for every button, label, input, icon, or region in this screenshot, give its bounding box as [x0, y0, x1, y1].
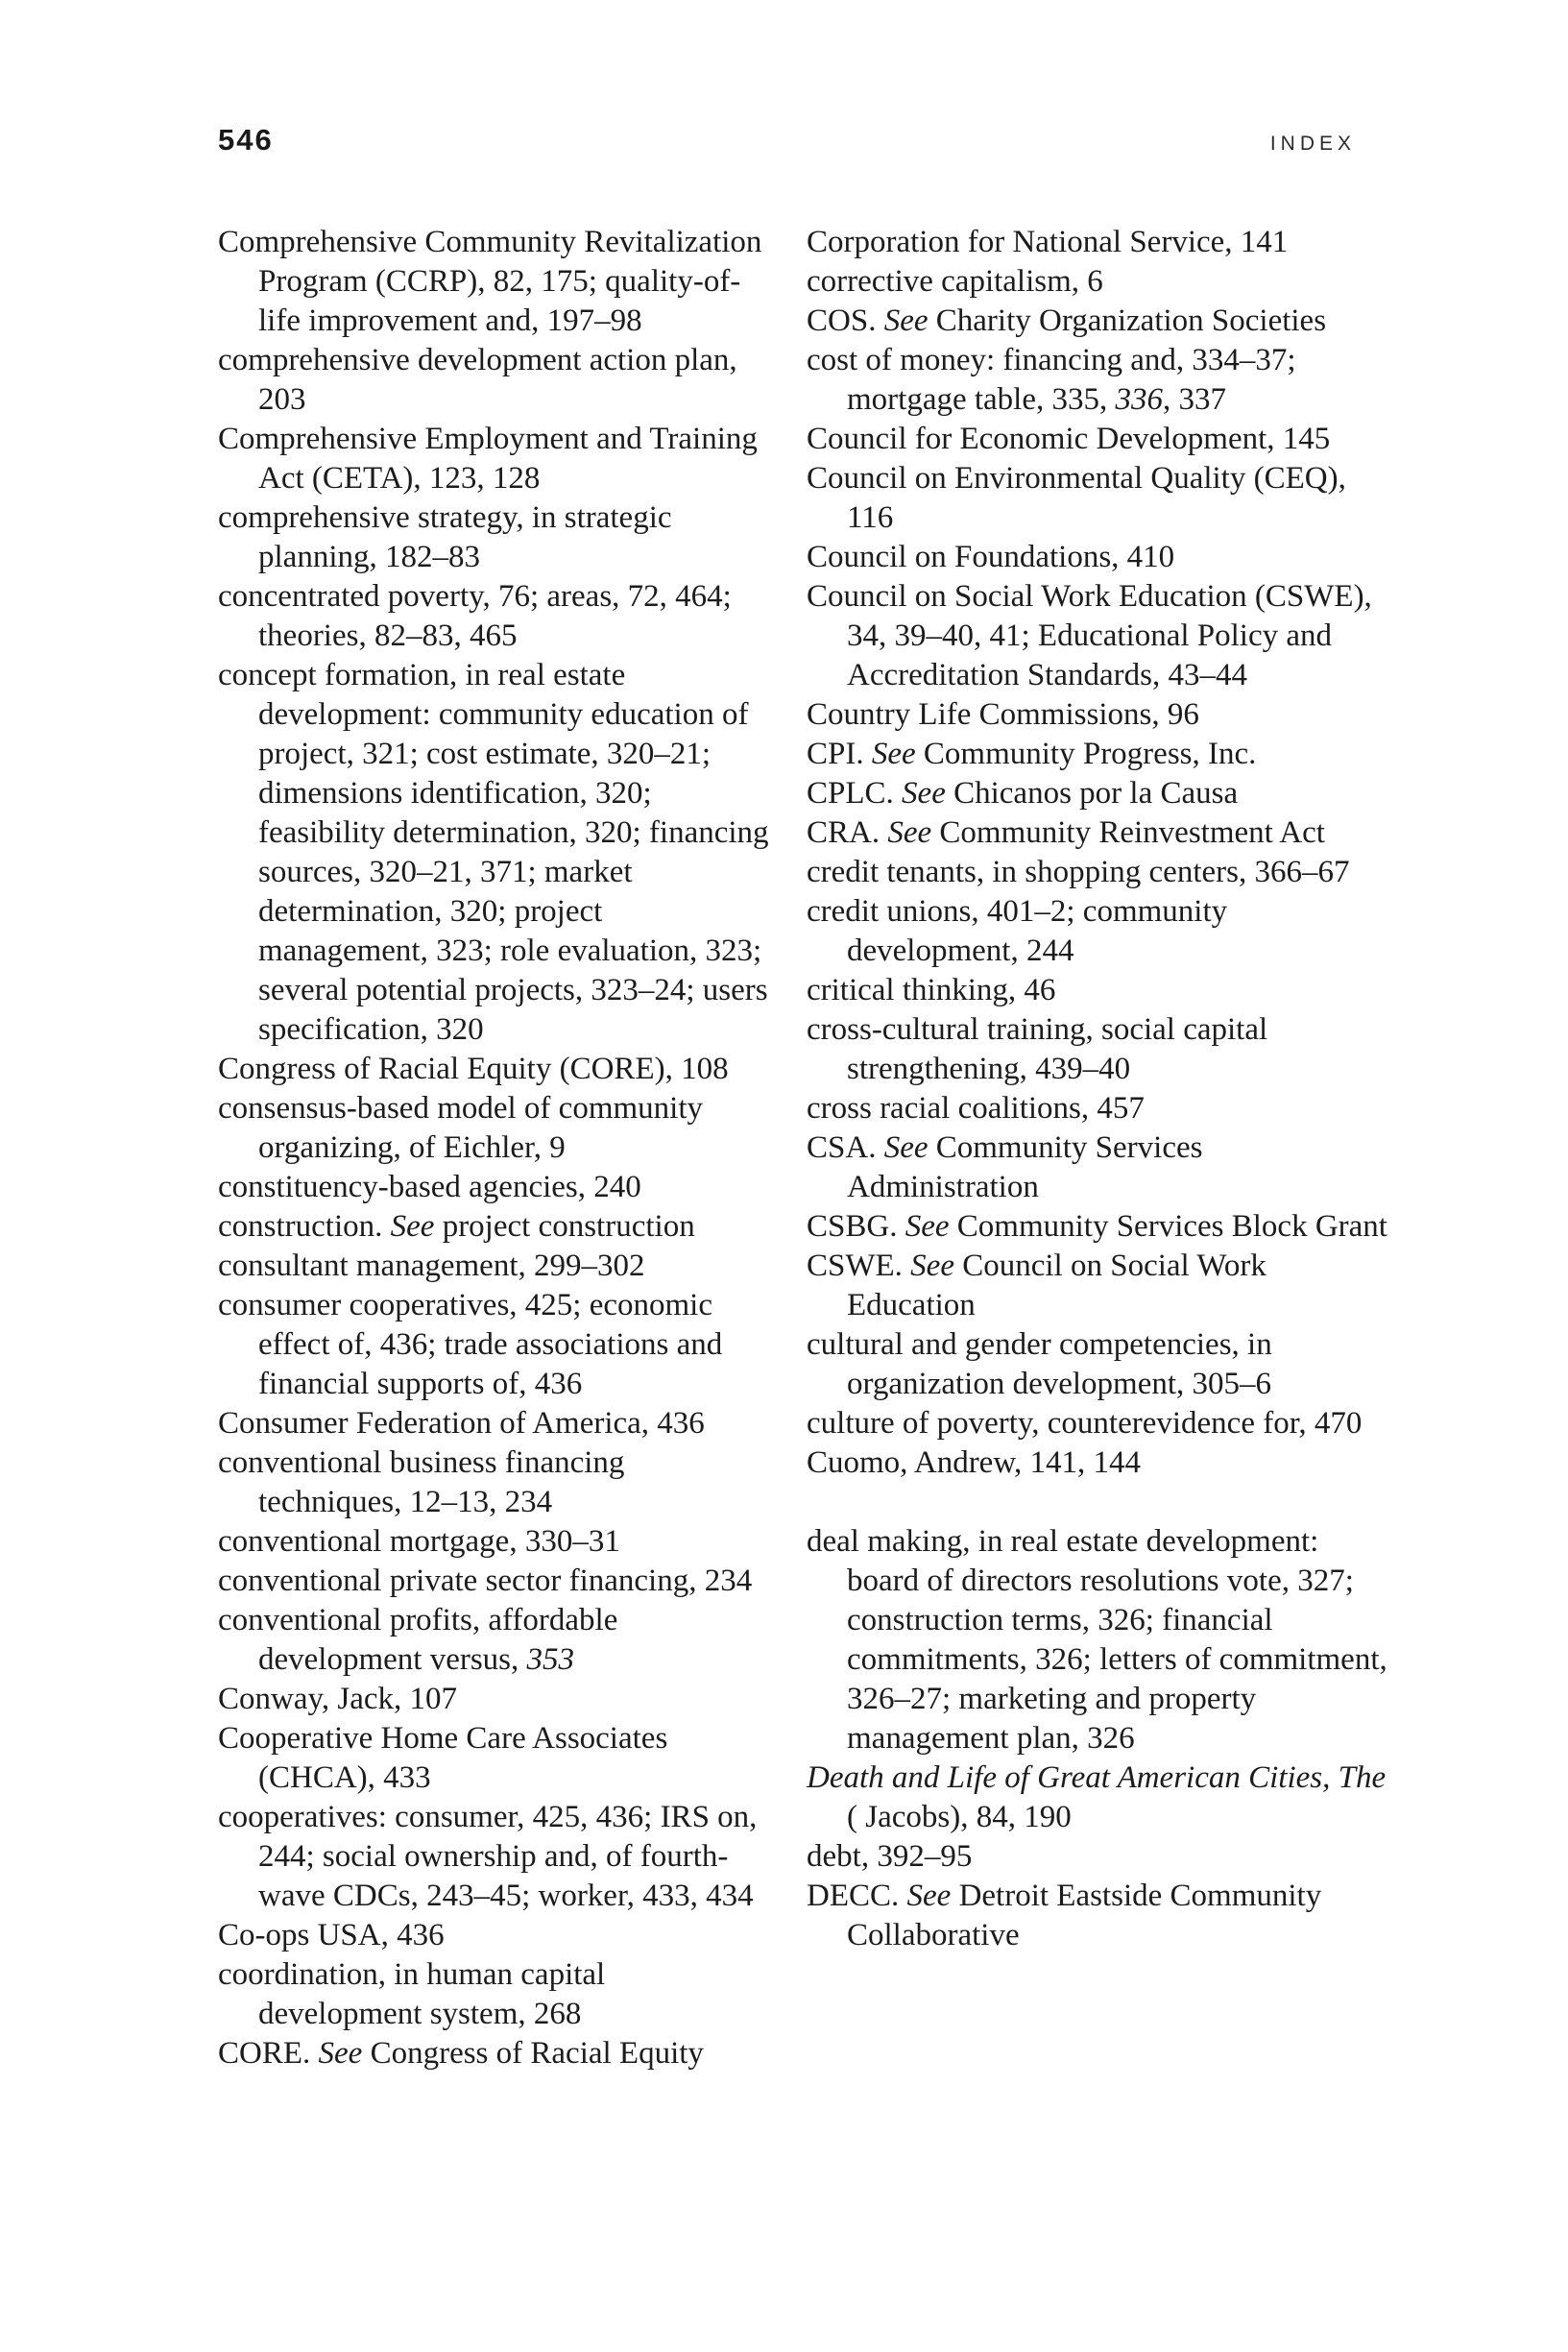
- index-entry-text: comprehensive strategy, in strategic planning, 182–83: [218, 500, 672, 574]
- index-entry-text: credit tenants, in shopping centers, 366–67: [807, 855, 1350, 889]
- index-entry-text: debt, 392–95: [807, 1839, 973, 1874]
- index-entry-italic-text: See: [390, 1209, 435, 1244]
- index-entry-text: Congress of Racial Equity (CORE), 108: [218, 1052, 729, 1086]
- index-entry: [218, 1601, 775, 1680]
- index-entry-text: Congress of Racial Equity: [362, 2036, 704, 2071]
- index-entry-text: deal making, in real estate development: board of directors resolutions vote, 327; construction terms, 326; financial commitments, 326; letters of commitment, 326–27; marketing and property management plan, 326: [807, 1524, 1387, 1756]
- index-entry-text: critical thinking, 46: [807, 973, 1056, 1007]
- index-entry: [218, 1404, 775, 1443]
- index-entry-text: Council for Economic Development, 145: [807, 422, 1331, 456]
- index-entry: [218, 1680, 775, 1719]
- index-entry-text: project construction: [434, 1209, 695, 1244]
- index-entry: [218, 1207, 775, 1247]
- index-entry-text: CSBG.: [807, 1209, 905, 1244]
- index-entry: [218, 341, 775, 420]
- index-entry: [807, 695, 1389, 735]
- index-entry: [218, 498, 775, 577]
- index-entry-text: Community Reinvestment Act: [931, 815, 1325, 850]
- index-entry-text: conventional private sector financing, 234: [218, 1564, 753, 1598]
- index-entry: [807, 1247, 1389, 1325]
- index-entry-text: Conway, Jack, 107: [218, 1682, 457, 1716]
- index-entry: [218, 1719, 775, 1798]
- index-entry: [807, 1877, 1389, 1955]
- index-entry-text: Community Services Administration: [847, 1130, 1203, 1204]
- index-entry: [218, 1798, 775, 1916]
- index-entry: [807, 1758, 1389, 1837]
- index-entry-text: Consumer Federation of America, 436: [218, 1406, 705, 1441]
- index-entry-text: culture of poverty, counterevidence for, 470: [807, 1406, 1363, 1441]
- index-entry-text: Community Progress, Inc.: [915, 737, 1257, 771]
- running-header: [218, 123, 1356, 158]
- index-entry-text: , 337: [1163, 382, 1227, 417]
- index-entry: [807, 420, 1389, 459]
- index-entry-text: comprehensive development action plan, 203: [218, 343, 737, 417]
- index-entry: [807, 971, 1389, 1010]
- index-entry: [807, 302, 1389, 341]
- index-entry: [807, 538, 1389, 577]
- index-entry: [218, 1443, 775, 1522]
- index-entry-text: CPI.: [807, 737, 872, 771]
- index-entry-text: CSWE.: [807, 1249, 911, 1283]
- index-entry-text: Council on Social Work Education (CSWE), 34, 39–40, 41; Educational Policy and Accreditation Standards, 43–44: [807, 579, 1372, 692]
- index-entry: [218, 577, 775, 656]
- running-head-title: INDEX: [1269, 133, 1356, 155]
- index-entry-text: Co-ops USA, 436: [218, 1918, 445, 1952]
- index-entry-text: CSA.: [807, 1130, 884, 1165]
- index-entry: [218, 1089, 775, 1168]
- index-entry: [218, 1168, 775, 1207]
- index-entry-text: construction.: [218, 1209, 391, 1244]
- index-entry: [807, 892, 1389, 971]
- index-entry-text: Cooperative Home Care Associates (CHCA), 433: [218, 1721, 668, 1795]
- index-entry: [218, 420, 775, 498]
- index-entry: [807, 853, 1389, 892]
- index-entry-text: concentrated poverty, 76; areas, 72, 464; theories, 82–83, 465: [218, 579, 732, 653]
- index-entry-text: cultural and gender competencies, in organization development, 305–6: [807, 1327, 1272, 1401]
- index-entry: [218, 1562, 775, 1601]
- index-entry: [807, 1522, 1389, 1758]
- index-entry-text: consumer cooperatives, 425; economic effect of, 436; trade associations and financial supports of, 436: [218, 1288, 723, 1401]
- index-entry-text: conventional mortgage, 330–31: [218, 1524, 620, 1559]
- index-entry: [218, 2034, 775, 2073]
- index-entry: [807, 1010, 1389, 1089]
- index-entry-text: cross-cultural training, social capital strengthening, 439–40: [807, 1012, 1268, 1086]
- index-entry: [807, 735, 1389, 774]
- index-entry-italic-text: See: [318, 2036, 363, 2071]
- index-entry-text: cooperatives: consumer, 425, 436; IRS on, 244; social ownership and, of fourth-wave CDCs, 243–45; worker, 433, 434: [218, 1800, 758, 1913]
- index-entry-text: credit unions, 401–2; community development, 244: [807, 894, 1228, 968]
- index-entry-text: CORE.: [218, 2036, 319, 2071]
- index-entry-text: Charity Organization Societies: [928, 303, 1327, 338]
- index-entry: [807, 813, 1389, 853]
- index-entry-italic-text: 336: [1115, 382, 1164, 417]
- index-entry-text: consultant management, 299–302: [218, 1249, 645, 1283]
- index-entry-text: Cuomo, Andrew, 141, 144: [807, 1445, 1142, 1480]
- index-entry: [807, 1443, 1389, 1483]
- index-entry-italic-text: See: [910, 1249, 954, 1283]
- index-entry: [218, 1522, 775, 1562]
- index-column-left: [218, 223, 775, 2073]
- index-entry-text: corrective capitalism, 6: [807, 264, 1103, 299]
- index-entry: [218, 1916, 775, 1955]
- index-entry-text: CRA.: [807, 815, 888, 850]
- index-entry-text: DECC.: [807, 1879, 907, 1913]
- index-entry: [807, 1207, 1389, 1247]
- index-entry-text: Detroit Eastside Community Collaborative: [847, 1879, 1322, 1952]
- index-entry-text: Chicanos por la Causa: [945, 776, 1239, 811]
- index-entry-text: Country Life Commissions, 96: [807, 697, 1199, 732]
- index-entry-italic-text: See: [906, 1879, 952, 1913]
- index-entry-text: Council on Environmental Quality (CEQ), 116: [807, 461, 1346, 535]
- index-entry: [807, 1128, 1389, 1207]
- index-entry-text: Corporation for National Service, 141: [807, 225, 1289, 259]
- index-entry-italic-text: Death and Life of Great American Cities, The: [807, 1760, 1387, 1795]
- index-entry: [807, 1089, 1389, 1128]
- index-entry-text: Community Services Block Grant: [949, 1209, 1387, 1244]
- index-entry-text: coordination, in human capital development system, 268: [218, 1957, 606, 2031]
- index-entry-text: concept formation, in real estate development: community education of project, 321; cost estimate, 320–21; dimensions identification, 320; feasibility determination, 320; financing sources, 320–21, 371; market determination, 320; project management, 323; role evaluation, 323; several potential projects, 323–24; users specification, 320: [218, 658, 769, 1047]
- index-entry-text: Council on Social Work Education: [847, 1249, 1266, 1322]
- index-entry-italic-text: See: [905, 1209, 950, 1244]
- index-entry-italic-text: See: [887, 815, 932, 850]
- index-entry-text: constituency-based agencies, 240: [218, 1170, 641, 1204]
- index-entry: [807, 1837, 1389, 1877]
- index-entry-text: Comprehensive Employment and Training Act (CETA), 123, 128: [218, 422, 758, 496]
- index-entry-text: conventional business financing techniques, 12–13, 234: [218, 1445, 625, 1519]
- index-entry-italic-text: See: [883, 303, 929, 338]
- index-entry: [218, 656, 775, 1050]
- index-entry: [218, 1955, 775, 2034]
- index-entry-italic-text: See: [871, 737, 916, 771]
- page-number: 546: [218, 123, 274, 157]
- index-entry: [807, 1325, 1389, 1404]
- index-entry-text: cost of money: financing and, 334–37; mortgage table, 335,: [807, 343, 1296, 417]
- index-entry-italic-text: See: [883, 1130, 929, 1165]
- index-entry-text: conventional profits, affordable development versus,: [218, 1603, 618, 1677]
- index-entry: [807, 1404, 1389, 1443]
- index-entry: [218, 1286, 775, 1404]
- index-entry-text: Comprehensive Community Revitalization Program (CCRP), 82, 175; quality-of-life improvement and, 197–98: [218, 225, 762, 338]
- index-entry: [807, 774, 1389, 813]
- index-entry-text: consensus-based model of community organizing, of Eichler, 9: [218, 1091, 703, 1165]
- index-columns: [218, 223, 1389, 2073]
- index-entry-text: COS.: [807, 303, 884, 338]
- index-entry: [807, 262, 1389, 302]
- index-entry-text: cross racial coalitions, 457: [807, 1091, 1145, 1126]
- index-entry-italic-text: See: [902, 776, 946, 811]
- index-entry-text: CPLC.: [807, 776, 903, 811]
- index-entry-text: Council on Foundations, 410: [807, 540, 1175, 574]
- index-entry: [218, 223, 775, 341]
- index-entry: [807, 341, 1389, 420]
- index-entry: [218, 1247, 775, 1286]
- index-entry-italic-text: 353: [526, 1642, 575, 1677]
- index-column-right: [807, 223, 1389, 2073]
- index-entry: [807, 577, 1389, 695]
- index-entry: [807, 223, 1389, 262]
- index-entry: [807, 459, 1389, 538]
- index-entry: [218, 1050, 775, 1089]
- index-entry-text: ( Jacobs), 84, 190: [847, 1800, 1072, 1834]
